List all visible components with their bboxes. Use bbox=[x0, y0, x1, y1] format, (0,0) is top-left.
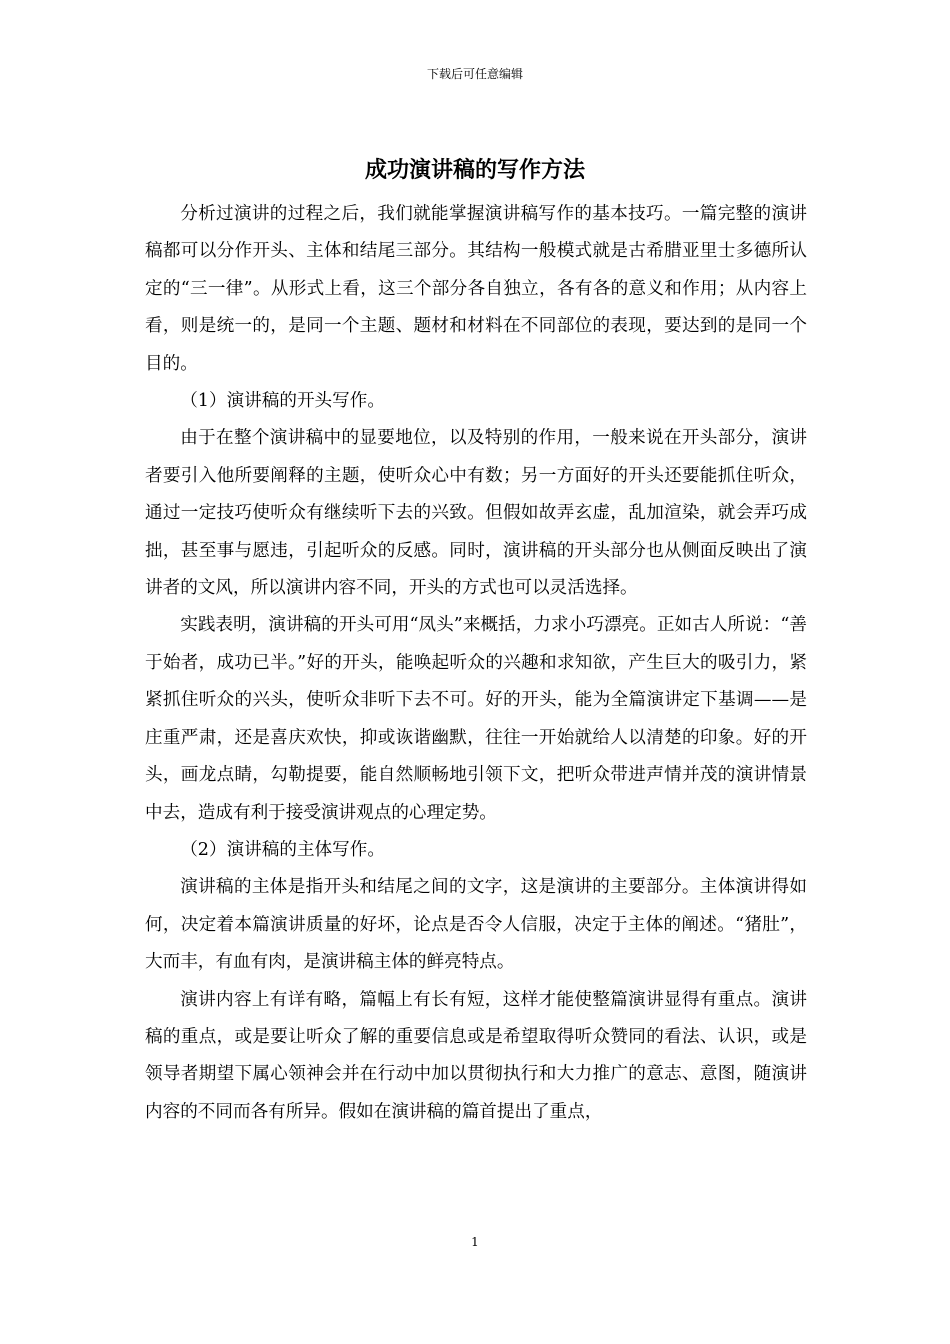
section-heading-opening: （1）演讲稿的开头写作。 bbox=[180, 391, 385, 412]
paragraph-body-emphasis: 演讲内容上有详有略，篇幅上有长有短，这样才能使整篇演讲显得有重点。演讲稿的重点，或是要让听众了解的重要信息或是希望取得听众赞同的看法、认识，或是领导者期望下属心领神会并在行动中加以贯彻执行和大力推广的意志、意图，随演讲内容的不同而各有所异。假如在演讲稿的篇首提出了重点， bbox=[145, 989, 807, 1122]
paragraph-body-definition: 演讲稿的主体是指开头和结尾之间的文字，这是演讲的主要部分。主体演讲得如何，决定着本篇演讲质量的好坏，论点是否令人信服，决定于主体的阐述。“猪肚”，大而丰，有血有肉，是演讲稿主体的鲜亮特点。 bbox=[145, 877, 807, 973]
page-header: 下载后可任意编辑 bbox=[426, 67, 523, 81]
page-number: 1 bbox=[471, 1235, 479, 1249]
paragraph-intro: 分析过演讲的过程之后，我们就能掌握演讲稿写作的基本技巧。一篇完整的演讲稿都可以分作开头、主体和结尾三部分。其结构一般模式就是古希腊亚里士多德所认定的“三一律”。从形式上看，这三个部分各自独立，各有各的意义和作用；从内容上看，则是统一的，是同一个主题、题材和材料在不同部位的表现，要达到的是同一个目的。 bbox=[145, 204, 807, 374]
document-body bbox=[145, 196, 807, 1131]
paragraph-opening-practice: 实践表明，演讲稿的开头可用“凤头”来概括，力求小巧漂亮。正如古人所说：“善于始者，成功已半。”好的开头，能唤起听众的兴趣和求知欲，产生巨大的吸引力，紧紧抓住听众的兴头，使听众非听下去不可。好的开头，能为全篇演讲定下基调——是庄重严肃，还是喜庆欢快，抑或诙谐幽默，往往一开始就给人以清楚的印象。好的开头，画龙点睛，勾勒提要，能自然顺畅地引领下文，把听众带进声情并茂的演讲情景中去，造成有利于接受演讲观点的心理定势。 bbox=[145, 615, 807, 823]
paragraph-opening-role: 由于在整个演讲稿中的显要地位，以及特别的作用，一般来说在开头部分，演讲者要引入他所要阐释的主题，使听众心中有数；另一方面好的开头还要能抓住听众，通过一定技巧使听众有继续听下去的兴致。但假如故弄玄虚，乱加渲染，就会弄巧成拙，甚至事与愿违，引起听众的反感。同时，演讲稿的开头部分也从侧面反映出了演讲者的文风，所以演讲内容不同，开头的方式也可以灵活选择。 bbox=[145, 428, 807, 599]
document-title: 成功演讲稿的写作方法 bbox=[364, 157, 585, 183]
section-heading-body: （2）演讲稿的主体写作。 bbox=[180, 839, 385, 860]
